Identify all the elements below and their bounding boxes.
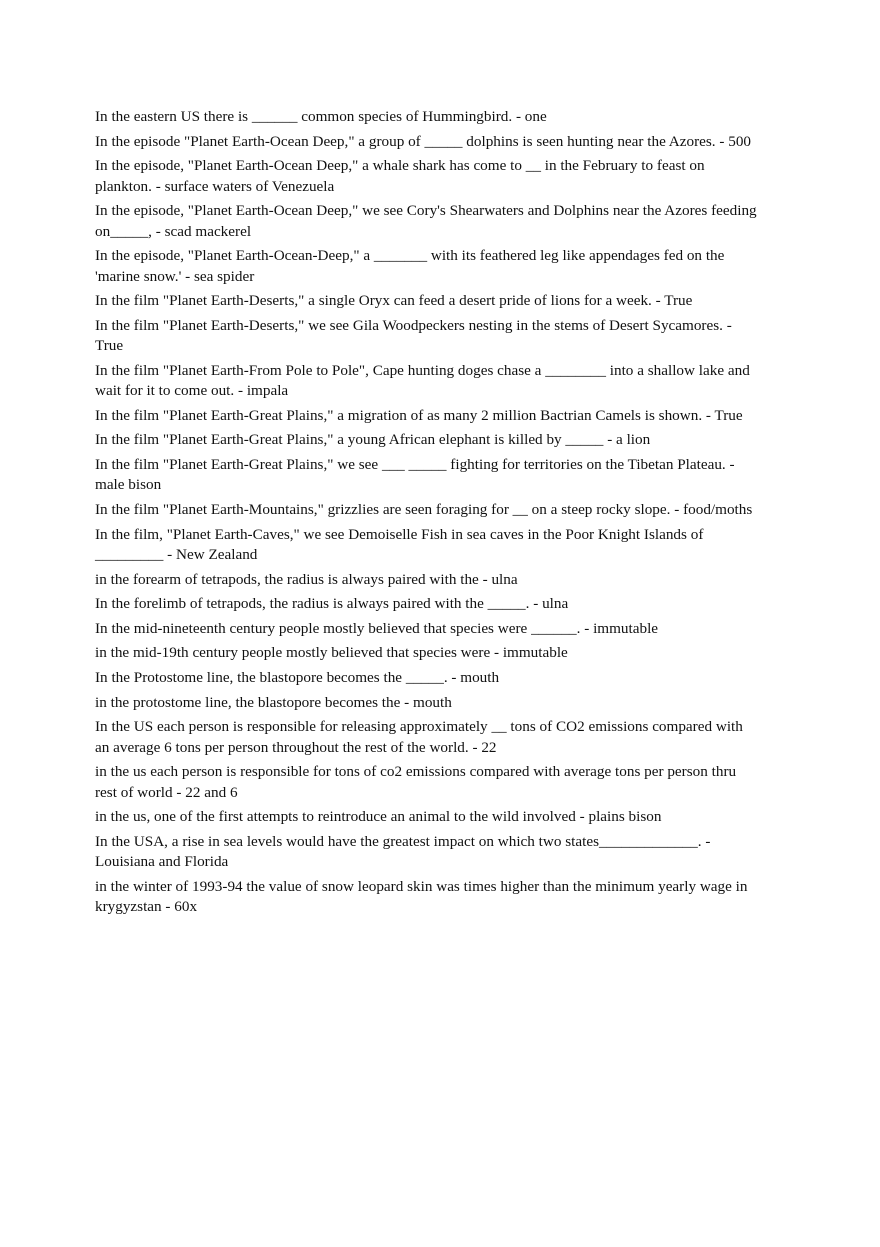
flashcard-list: [95, 107, 760, 922]
flashcard-entry: In the USA, a rise in sea levels would have the greatest impact on which two states_____________. - Louisiana and Florida: [95, 832, 711, 871]
flashcard-entry: In the mid-nineteenth century people mostly believed that species were ______. - immutable: [95, 619, 659, 637]
flashcard-entry: In the film, "Planet Earth-Caves," we see Demoiselle Fish in sea caves in the Poor Knight Islands of _________ - New Zealand: [95, 525, 704, 563]
flashcard-entry: in the us, one of the first attempts to reintroduce an animal to the wild involved - plains bison: [95, 808, 662, 826]
flashcard-entry: In the film "Planet Earth-Deserts," we see Gila Woodpeckers nesting in the stems of Desert Sycamores. - True: [95, 316, 732, 355]
flashcard-entry: In the film "Planet Earth-Deserts," a single Oryx can feed a desert pride of lions for a week. - True: [95, 292, 693, 310]
flashcard-entry: In the forelimb of tetrapods, the radius is always paired with the _____. - ulna: [95, 595, 569, 613]
flashcard-entry: in the winter of 1993-94 the value of snow leopard skin was times higher than the minimum yearly wage in krygyzstan - 60x: [95, 877, 748, 916]
flashcard-entry: In the US each person is responsible for releasing approximately __ tons of CO2 emissions compared with an average 6 tons per person throughout the rest of the world. - 22: [95, 718, 743, 756]
flashcard-entry: In the film "Planet Earth-Mountains," grizzlies are seen foraging for __ on a steep rocky slope. - food/moths: [95, 500, 753, 518]
flashcard-entry: In the film "Planet Earth-Great Plains," a migration of as many 2 million Bactrian Camels is shown. - True: [95, 406, 743, 424]
flashcard-entry: In the Protostome line, the blastopore becomes the _____. - mouth: [95, 668, 500, 686]
flashcard-entry: In the film "Planet Earth-Great Plains," a young African elephant is killed by _____ - a lion: [95, 431, 651, 449]
flashcard-entry: in the mid-19th century people mostly believed that species were - immutable: [95, 644, 568, 662]
flashcard-entry: In the eastern US there is ______ common species of Hummingbird. - one: [95, 108, 547, 125]
flashcard-entry: In the film "Planet Earth-From Pole to Pole", Cape hunting doges chase a ________ into a shallow lake and wait for it to come out. - impala: [95, 361, 750, 400]
flashcard-entry: In the episode "Planet Earth-Ocean Deep," a group of _____ dolphins is seen hunting near the Azores. - 500: [95, 132, 752, 150]
flashcard-entry: In the film "Planet Earth-Great Plains," we see ___ _____ fighting for territories on the Tibetan Plateau. - male bison: [95, 455, 735, 494]
flashcard-entry: In the episode, "Planet Earth-Ocean-Deep," a _______ with its feathered leg like appendages fed on the 'marine snow.' - sea spider: [95, 247, 725, 285]
flashcard-entry: in the us each person is responsible for tons of co2 emissions compared with average tons per person thru rest of world - 22 and 6: [95, 763, 737, 801]
flashcard-entry: In the episode, "Planet Earth-Ocean Deep," we see Cory's Shearwaters and Dolphins near the Azores feeding on_____, - scad mackerel: [95, 202, 757, 240]
flashcard-entry: In the episode, "Planet Earth-Ocean Deep," a whale shark has come to __ in the February to feast on plankton. - surface waters of Venezuela: [95, 157, 705, 195]
flashcard-entry: in the protostome line, the blastopore becomes the - mouth: [95, 693, 452, 711]
flashcard-entry: in the forearm of tetrapods, the radius is always paired with the - ulna: [95, 570, 518, 588]
